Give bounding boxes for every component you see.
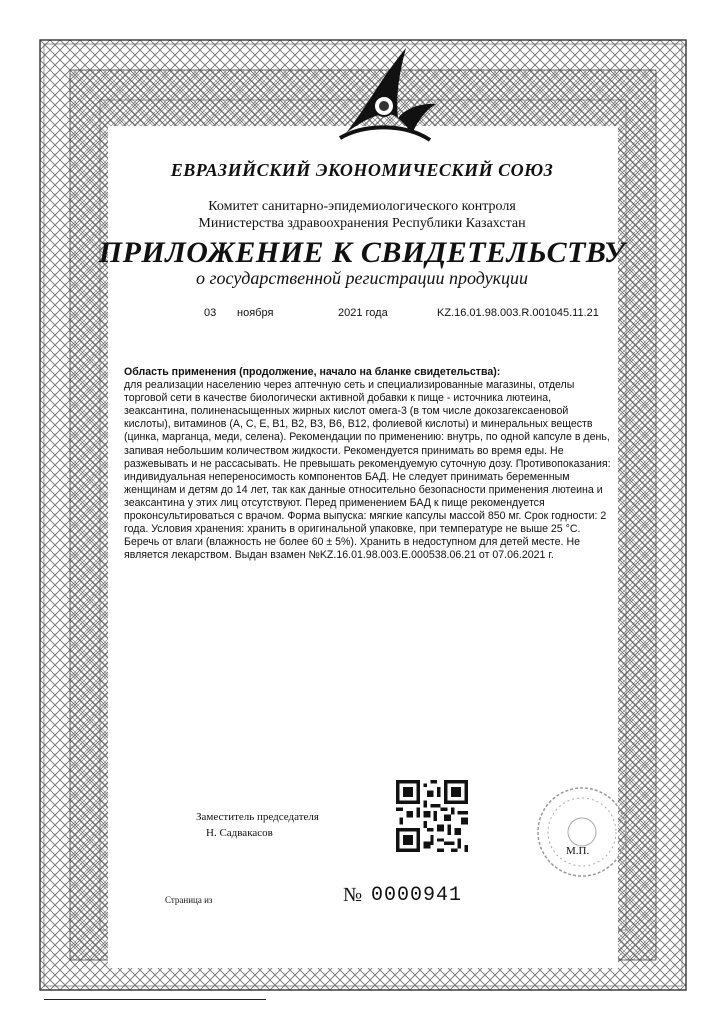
scope-line: проконсультироваться с врачом. Форма выпуска: мягкие капсулы массой 850 мг. Срок годности: 2 — [124, 510, 607, 523]
document-subtitle: о государственной регистрации продукции — [195, 268, 529, 288]
scope-line: торговой сети в качестве биологически активной добавки к пище - источника лютеина, — [124, 392, 552, 405]
scope-line: разжевывать и не рассасывать. Не превышать рекомендуемую суточную дозу. Противопоказания: — [124, 457, 611, 470]
scope-line: зеаксантина у этих лиц отсутствуют. Перед применением БАД к пище рекомендуется — [124, 496, 545, 509]
scope-line: для реализации населению через аптечную сеть и специализированные магазины, отделы — [124, 379, 575, 392]
scope-line: запивая небольшим количеством жидкости. Рекомендуется принимать во время еды. Не — [124, 444, 564, 457]
footer-rule — [44, 999, 266, 1000]
scope-heading: Область применения (продолжение, начало на бланке свидетельства): — [124, 366, 501, 378]
scope-line: зеаксантина, полиненасыщенных жирных кислот омега-3 (в том числе докозагексаеновой — [124, 405, 569, 418]
number-symbol: № — [343, 884, 363, 906]
document-title: ПРИЛОЖЕНИЕ К СВИДЕТЕЛЬСТВУ — [98, 236, 626, 269]
eaeu-emblem-icon — [326, 38, 446, 148]
page-label: Страница из — [165, 895, 213, 905]
signer-position: Заместитель председателя — [196, 811, 319, 823]
scope-line: является лекарством. Выдан взамен №KZ.16.01.98.003.E.000538.06.21 от 07.06.2021 г. — [124, 549, 554, 562]
date-month: ноября — [237, 307, 274, 319]
seal-stamp-icon — [520, 780, 640, 890]
scope-line: индивидуальная непереносимость компонентов БАД. Не следует принимать беременным — [124, 470, 570, 483]
committee-line-1: Комитет санитарно-эпидемиологического контроля — [208, 199, 516, 214]
committee-line-2: Министерства здравоохранения Республики Казахстан — [198, 216, 526, 231]
scope-line: кислоты), витаминов (А, С, Е, В1, В2, В3, В6, В12, фолиевой кислоты) и минеральных веществ — [124, 418, 593, 431]
date-day: 03 — [204, 307, 217, 319]
committee-name — [0, 198, 724, 232]
scope-line: года. Условия хранения: хранить в оригинальной упаковке, при температуре не выше 25 °С. — [124, 523, 581, 536]
form-number: 0000941 — [371, 884, 463, 907]
registration-number: KZ.16.01.98.003.R.001045.11.21 — [437, 307, 599, 319]
scope-line: Беречь от влаги (влажность не более 60 ± 5%). Хранить в недоступном для детей месте. Не — [124, 536, 580, 549]
stamp-label: М.П. — [566, 845, 590, 857]
union-title: ЕВРАЗИЙСКИЙ ЭКОНОМИЧЕСКИЙ СОЮЗ — [170, 160, 554, 180]
qr-code-icon — [396, 780, 468, 852]
scope-text — [124, 379, 664, 562]
application-scope — [124, 366, 664, 562]
scope-line: женщинам и детям до 14 лет, так как данные относительно безопасности применения лютеина и — [124, 483, 603, 496]
scope-line: (цинка, марганца, меди, селена). Рекомендации по применению: внутрь, по одной капсуле в день, — [124, 431, 610, 444]
date-year: 2021 года — [338, 307, 388, 319]
signer-name: Н. Садвакасов — [206, 827, 273, 839]
